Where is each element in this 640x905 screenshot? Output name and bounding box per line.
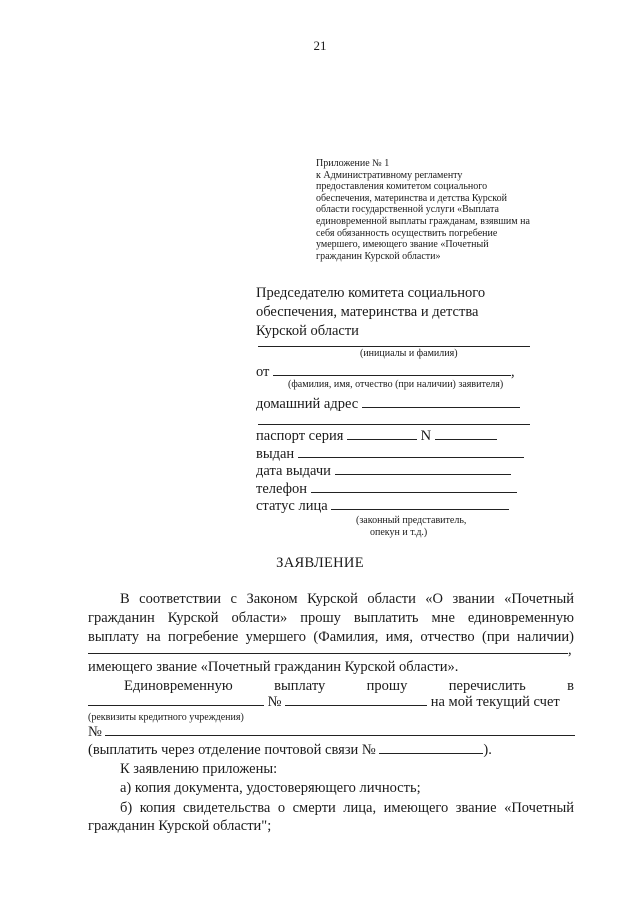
annex-line: обеспечения, материнства и детства Курской: [316, 192, 507, 204]
number-sign: №: [267, 694, 282, 710]
passport-label: паспорт серия: [256, 428, 344, 444]
phone-row: [256, 481, 517, 498]
attachment-item-b-cont: гражданин Курской области";: [88, 818, 272, 834]
body-line: В соответствии с Законом Курской области «О звании «Почетный: [120, 591, 574, 607]
passport-number-field[interactable]: [435, 438, 497, 440]
initials-line[interactable]: [258, 346, 530, 347]
annex-line: умершего, имеющего звание «Почетный: [316, 239, 489, 251]
address-field[interactable]: [362, 406, 520, 408]
deceased-name-field[interactable]: [88, 652, 568, 654]
status-hint-1: (законный представитель,: [356, 515, 467, 526]
passport-series-field[interactable]: [347, 438, 417, 440]
passport-row: [256, 428, 497, 445]
initials-hint: (инициалы и фамилия): [360, 348, 458, 359]
bank-hint: (реквизиты кредитного учреждения): [88, 712, 244, 723]
status-hint-2: опекун и т.д.): [370, 527, 428, 538]
issue-date-row: [256, 463, 511, 480]
current-account-label: на мой текущий счет: [430, 694, 560, 710]
from-comma: ,: [511, 364, 515, 380]
bank-field[interactable]: [88, 704, 264, 706]
issue-date-field[interactable]: [335, 473, 511, 475]
annex-line: единовременной выплаты гражданам, взявшим на: [316, 215, 530, 227]
annex-line: себя обязанность осуществить погребение: [316, 227, 498, 239]
postal-close: ).: [483, 742, 492, 758]
issue-date-label: дата выдачи: [256, 463, 331, 479]
issued-row: [256, 446, 524, 463]
from-field[interactable]: [273, 374, 511, 376]
bank-row: [88, 694, 560, 711]
phone-label: телефон: [256, 481, 308, 497]
attachment-item-b: б) копия свидетельства о смерти лица, имеющего звание «Почетный: [120, 800, 574, 816]
body-line: гражданин Курской области» прошу выплатить мне единовременную: [88, 610, 574, 626]
postal-row: [88, 742, 492, 759]
status-label: статус лица: [256, 498, 328, 514]
address-row: [256, 396, 520, 413]
addressee-block: [256, 284, 485, 341]
addressee-line: обеспечения, материнства и детства: [256, 304, 479, 320]
annex-line: Приложение № 1: [316, 158, 390, 169]
issued-field[interactable]: [298, 456, 524, 458]
status-field[interactable]: [331, 508, 509, 510]
phone-field[interactable]: [311, 491, 517, 493]
attachments-heading: К заявлению приложены:: [120, 761, 278, 777]
annex-header: [316, 158, 530, 262]
from-label: от: [256, 364, 270, 380]
body-line: выплату на погребение умершего (Фамилия, имя, отчество (при наличии): [88, 629, 574, 645]
passport-n-label: N: [420, 428, 432, 444]
account-field[interactable]: [105, 734, 575, 736]
issued-label: выдан: [256, 446, 295, 462]
annex-line: гражданин Курской области»: [316, 250, 441, 262]
deceased-name-row: [88, 642, 572, 659]
annex-line: области государственной услуги «Выплата: [316, 204, 499, 216]
annex-line: к Административному регламенту: [316, 169, 463, 181]
address-field-line-2[interactable]: [258, 424, 530, 425]
status-row: [256, 498, 509, 515]
number-sign: №: [88, 724, 102, 740]
page-number: 21: [313, 38, 327, 53]
body-line: Единовременную выплату прошу перечислить в: [124, 678, 574, 694]
body-line: имеющего звание «Почетный гражданин Курской области».: [88, 659, 459, 675]
annex-line: предоставления комитетом социального: [316, 181, 488, 193]
account-row: [88, 724, 575, 741]
bank-account-field[interactable]: [285, 704, 427, 706]
document-title: ЗАЯВЛЕНИЕ: [276, 555, 364, 571]
addressee-line: Курской области: [256, 323, 359, 339]
from-hint: (фамилия, имя, отчество (при наличии) заявителя): [288, 379, 504, 390]
addressee-line: Председателю комитета социального: [256, 285, 486, 301]
attachment-item-a: а) копия документа, удостоверяющего личность;: [120, 780, 421, 796]
postal-office-field[interactable]: [379, 752, 483, 754]
address-label: домашний адрес: [256, 396, 359, 412]
body-comma: ,: [568, 642, 572, 658]
postal-label: (выплатить через отделение почтовой связи №: [88, 742, 376, 758]
